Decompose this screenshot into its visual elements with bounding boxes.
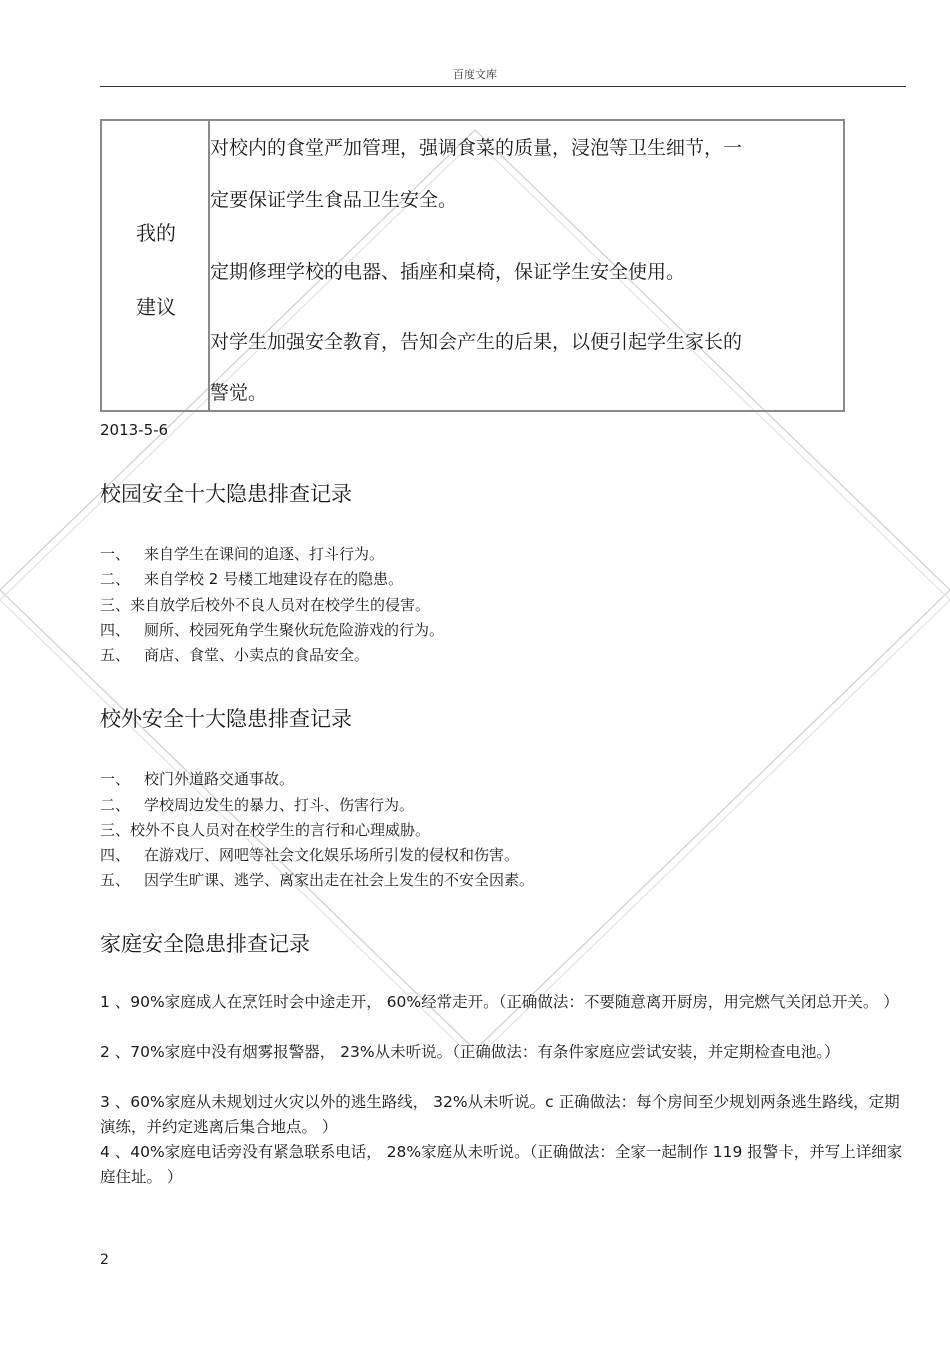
suggestion-line: 定期修理学校的电器、插座和桌椅，保证学生安全使用。 [210,261,686,283]
list-item [100,619,444,640]
suggestion-label-line1: 我的 [136,221,176,245]
suggestion-label-cell [102,121,210,410]
outside-section-title: 校外安全十大隐患排查记录 [100,707,352,731]
list-item-text: 厕所、校园死角学生聚伙玩危险游戏的行为。 [144,621,445,639]
list-item [100,869,534,890]
list-item-text: 三、校外不良人员对在校学生的言行和心理威胁。 [100,821,431,839]
list-item [100,644,369,665]
list-item [100,819,430,840]
suggestion-table [100,119,845,412]
list-item [100,543,384,564]
list-item-text: 在游戏厅、网吧等社会文化娱乐场所引发的侵权和伤害。 [144,846,520,864]
suggestion-line: 对校内的食堂严加管理，强调食菜的质量，浸泡等卫生细节，一 [210,137,743,159]
list-item [100,794,414,815]
page-number: 2 [100,1252,109,1268]
list-item-number: 一、 [100,545,131,563]
list-item-number: 二、 [100,570,131,588]
header-title: 百度文库 [453,68,497,81]
suggestion-label-line2: 建议 [136,295,176,319]
campus-section-title: 校园安全十大隐患排查记录 [100,482,352,506]
list-item-text: 来自学生在课间的追逐、打斗行为。 [144,545,385,563]
list-item [100,768,294,789]
list-item-number: 一、 [100,770,131,788]
home-hazard-item: 3 、60%家庭从未规划过火灾以外的逃生路线， 32%从未听说。c 正确做法：每个房间至少规划两条逃生路线，定期演练，并约定逃离后集合地点。 ） [100,1093,900,1136]
list-item-text: 三、来自放学后校外不良人员对在校学生的侵害。 [100,596,431,614]
list-item-text: 因学生旷课、逃学、离家出走在社会上发生的不安全因素。 [144,871,535,889]
list-item-text: 商店、食堂、小卖点的食品安全。 [144,646,370,664]
list-item-number: 四、 [100,846,131,864]
list-item [100,568,403,589]
suggestion-line: 定要保证学生食品卫生安全。 [210,189,458,211]
list-item-text: 校门外道路交通事故。 [144,770,295,788]
home-hazard-item: 4 、40%家庭电话旁没有紧急联系电话， 28%家庭从未听说。（正确做法：全家一起制作 119 报警卡，并写上详细家庭住址。 ） [100,1143,903,1186]
suggestion-line: 对学生加强安全教育，告知会产生的后果，以便引起学生家长的 [210,331,743,353]
home-hazard-item: 2 、70%家庭中没有烟雾报警器， 23%从未听说。（正确做法：有条件家庭应尝试安装，并定期检查电池。） [100,1043,840,1061]
list-item [100,844,519,865]
list-item [100,594,430,615]
list-item-number: 四、 [100,621,131,639]
date-text: 2013-5-6 [100,421,169,439]
list-item-text: 学校周边发生的暴力、打斗、伤害行为。 [144,796,415,814]
list-item-number: 二、 [100,796,131,814]
home-hazard-item: 1 、90%家庭成人在烹饪时会中途走开， 60%经常走开。（正确做法：不要随意离开厨房，用完燃气关闭总开关。 ） [100,993,899,1011]
header-divider [100,86,906,87]
list-item-number: 五、 [100,646,131,664]
list-item-text: 来自学校 2 号楼工地建设存在的隐患。 [144,570,404,588]
home-section-title: 家庭安全隐患排查记录 [100,932,310,956]
list-item-number: 五、 [100,871,131,889]
suggestion-line: 警觉。 [210,382,268,404]
